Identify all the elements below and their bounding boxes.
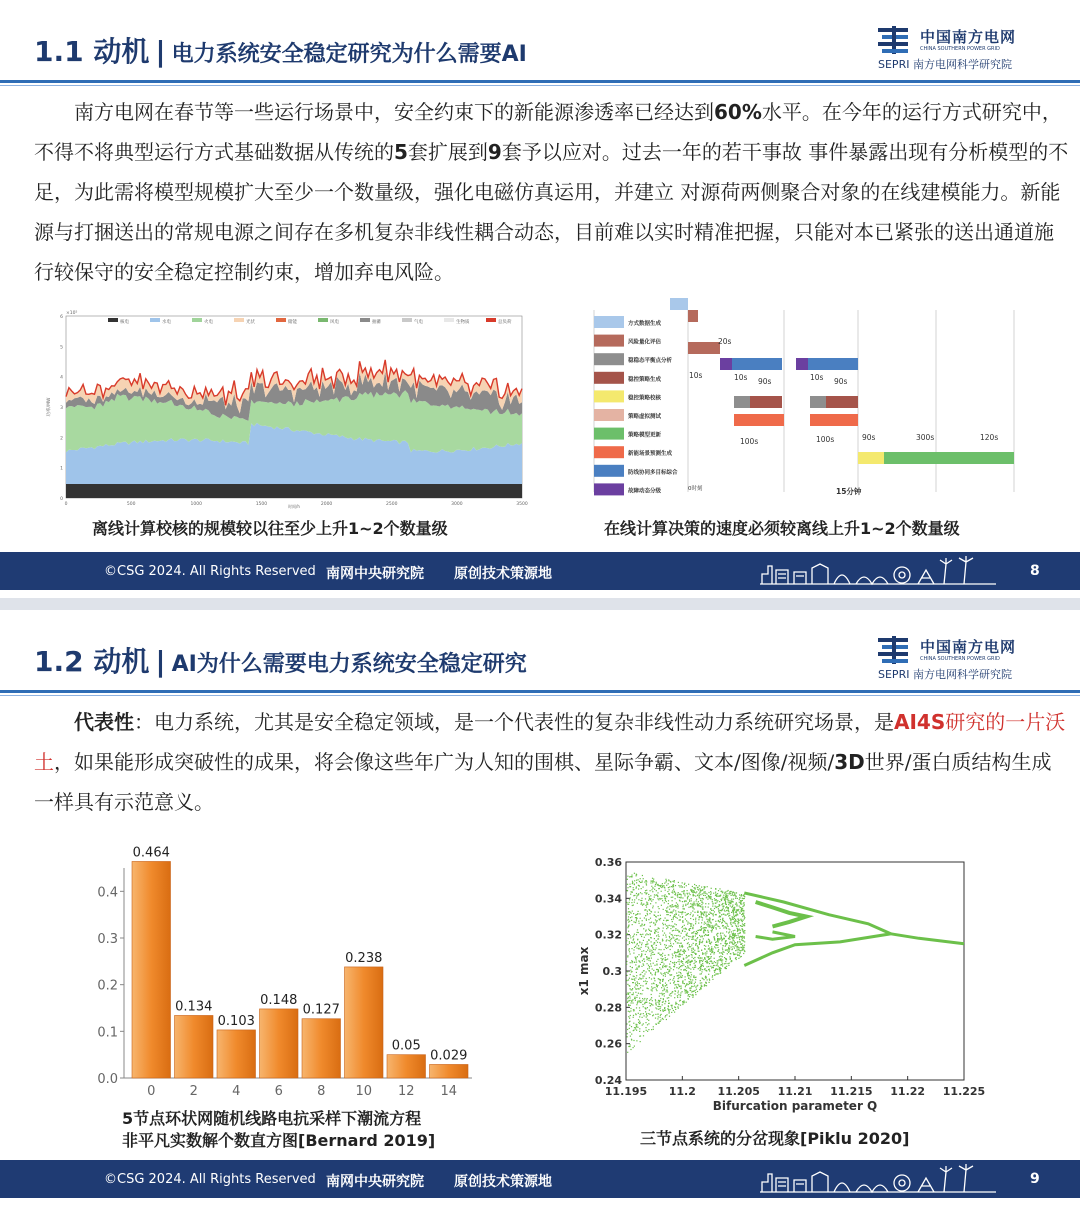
logo-sepri: SEPRI 南方电网科学研究院	[878, 58, 1012, 71]
gantt-bar	[858, 452, 884, 464]
x-tick-label: 14	[440, 1084, 458, 1099]
gantt-bar	[750, 396, 782, 408]
legend-swatch	[594, 409, 624, 421]
slide-title	[34, 640, 527, 680]
paragraph-segment: 代表性	[74, 710, 134, 734]
online-computation-gantt	[588, 296, 1038, 500]
paragraph-segment: ，如果能形成突破性的成果，将会像这些年广为人知的围棋、星际争霸、文本/图像/视频/	[54, 750, 835, 774]
legend-swatch	[486, 318, 496, 322]
gantt-bar	[884, 452, 1014, 464]
y-tick-label: 4	[60, 375, 63, 381]
bar-value-label: 0.029	[430, 1048, 468, 1064]
legend-label: 抽蓄	[372, 320, 381, 325]
paragraph-segment: 9	[487, 140, 502, 164]
duration-label: 120s	[980, 433, 999, 442]
legend-label: 生物质	[456, 320, 470, 325]
skyline-icon	[760, 556, 1000, 586]
bar	[175, 1015, 214, 1078]
axis-end-label: 15分钟	[836, 487, 862, 496]
gantt-bar	[808, 358, 858, 370]
paragraph-segment: 世界/蛋白质结构生成一样具有示范意义。	[34, 750, 1052, 814]
x-tick-label: 3000	[451, 502, 463, 507]
legend-swatch	[444, 318, 454, 322]
x-tick-label: 6	[274, 1084, 283, 1099]
x-tick-label: 12	[397, 1084, 415, 1099]
left-figure-caption-line1: 5节点环状网随机线路电抗采样下潮流方程	[122, 1109, 422, 1128]
x-axis-label: Bifurcation parameter Q	[712, 1099, 878, 1113]
header-divider-thin	[0, 85, 1080, 86]
paragraph-segment: 研究的一片沃土	[34, 710, 1066, 774]
header-divider	[0, 80, 1080, 83]
duration-label: 90s	[862, 433, 876, 442]
legend-swatch	[594, 316, 624, 328]
legend-swatch	[594, 372, 624, 384]
y-axis-label: 功率/MW	[47, 397, 52, 417]
x-tick-label: 0	[147, 1084, 156, 1099]
slide-title	[34, 30, 527, 70]
title-separator: |	[155, 35, 166, 68]
slide-footer	[0, 1160, 1080, 1198]
slide-9	[0, 610, 1080, 1218]
y-tick-label: 0.36	[594, 856, 622, 869]
title-number: 1.1 动机	[34, 35, 150, 68]
y-tick-label: 0.3	[97, 932, 118, 947]
footer-institute: 南网中央研究院	[326, 566, 424, 582]
y-tick-label: 0.1	[97, 1025, 118, 1041]
nuclear-area	[66, 484, 522, 498]
legend-swatch	[594, 335, 624, 347]
slide-gap	[0, 598, 1080, 610]
bar-value-label: 0.148	[260, 992, 298, 1008]
legend-swatch	[318, 318, 328, 322]
csg-logo-icon	[878, 26, 916, 56]
legend-label: 总负荷	[498, 320, 512, 325]
x-tick-label: 3500	[516, 502, 528, 507]
y-tick-label: 1	[60, 466, 63, 472]
y-tick-label: 0.32	[594, 928, 622, 942]
legend-swatch	[594, 428, 624, 440]
logo-sepri: SEPRI 南方电网科学研究院	[878, 668, 1012, 681]
y-tick-label: 0.2	[97, 978, 118, 994]
legend-label: 火电	[204, 320, 213, 325]
duration-label: 100s	[816, 435, 835, 444]
paragraph-segment: 3D	[834, 750, 865, 774]
bifurcation-chart	[570, 850, 986, 1122]
x-tick-label: 11.195	[604, 1085, 648, 1098]
gantt-bar	[810, 414, 858, 426]
left-figure-caption: 离线计算校核的规模较以往至少上升1~2个数量级	[92, 519, 448, 538]
y-tick-label: 0.24	[594, 1074, 622, 1087]
bar	[217, 1030, 256, 1078]
legend-swatch	[234, 318, 244, 322]
y-tick-label: 0.26	[594, 1037, 622, 1051]
legend-label: 水电	[162, 320, 171, 325]
slide-8	[0, 0, 1080, 598]
y-tick-label: 5	[60, 345, 63, 351]
csg-logo	[878, 634, 1038, 682]
y-tick-label: 0.3	[602, 965, 622, 978]
x-tick-label: 0	[64, 502, 68, 507]
page-number: 8	[1030, 563, 1040, 579]
bar	[430, 1064, 469, 1078]
left-figure-caption-line2: 非平凡实数解个数直方图[Bernard 2019]	[122, 1131, 436, 1150]
paragraph-segment: 60%	[714, 100, 762, 124]
gantt-bar	[734, 414, 784, 426]
footer-slogan: 原创技术策源地	[454, 566, 552, 582]
slide-footer	[0, 552, 1080, 590]
gantt-bar	[688, 342, 720, 354]
x-tick-label: 11.22	[890, 1085, 926, 1098]
footer-institute: 南网中央研究院	[326, 1174, 424, 1190]
gantt-bar	[826, 396, 858, 408]
bar-value-label: 0.103	[217, 1013, 255, 1029]
y-tick-label: 0.0	[97, 1072, 118, 1087]
legend-swatch	[360, 318, 370, 322]
duration-label: 20s	[718, 337, 732, 346]
x-axis-label: 时间/h	[288, 504, 300, 509]
x-tick-label: 11.21	[777, 1085, 813, 1098]
duration-label: 300s	[916, 433, 935, 442]
x-tick-label: 4	[232, 1084, 241, 1099]
x-tick-label: 2000	[320, 502, 333, 507]
paragraph-segment: 套扩展到	[407, 140, 488, 164]
duration-label: 10s	[689, 371, 703, 380]
y-axis-label: x1 max	[577, 946, 591, 996]
legend-swatch	[594, 465, 624, 477]
x-tick-label: 2	[189, 1084, 198, 1099]
duration-label: 10s	[810, 373, 824, 382]
plot-frame	[626, 862, 964, 1080]
bar	[345, 967, 384, 1078]
footer-copyright: ©CSG 2024. All Rights Reserved	[104, 1172, 316, 1187]
legend-label: 风电	[330, 320, 339, 325]
footer-slogan: 原创技术策源地	[454, 1174, 552, 1190]
x-tick-label: 1500	[255, 502, 268, 507]
legend-swatch	[150, 318, 160, 322]
legend-label: 新能场景预测生成	[628, 451, 673, 458]
right-figure-caption: 在线计算决策的速度必须较离线上升1~2个数量级	[604, 519, 960, 538]
bar	[387, 1055, 426, 1078]
legend-label: 防线协同多目标综合	[628, 469, 678, 476]
header-divider	[0, 690, 1080, 693]
legend-label: 核电	[120, 320, 129, 325]
gantt-bar	[810, 396, 826, 408]
title-subtitle: AI为什么需要电力系统安全稳定研究	[171, 652, 527, 677]
legend-label: 稳控策略生成	[628, 376, 662, 383]
csg-logo	[878, 24, 1038, 72]
legend-label: 方式数据生成	[628, 321, 662, 327]
bar-value-label: 0.127	[302, 1002, 340, 1018]
y-tick-label: 0	[60, 497, 63, 502]
bar-value-label: 0.238	[345, 950, 383, 966]
legend-swatch	[192, 318, 202, 322]
gantt-bar	[732, 358, 782, 370]
y-tick-label: 0.34	[594, 892, 622, 906]
legend-label: 储能	[288, 320, 297, 325]
duration-label: 100s	[740, 437, 759, 446]
title-subtitle: 电力系统安全稳定研究为什么需要AI	[171, 42, 527, 67]
x-tick-label: 8	[317, 1084, 326, 1099]
logo-name-cn: 中国南方电网	[920, 638, 1017, 656]
bar-value-label: 0.464	[132, 845, 170, 861]
paragraph-segment: AI4S	[894, 710, 946, 734]
body-paragraph	[34, 92, 1070, 292]
legend-label: 稳控策略校核	[628, 395, 662, 402]
x-tick-label: 2500	[385, 502, 398, 507]
gantt-bar	[670, 298, 688, 310]
legend-label: 风险量化评估	[628, 339, 662, 346]
gantt-bar	[796, 358, 808, 370]
generation-timeseries-chart	[38, 304, 532, 508]
legend-label: 策略虚拟测试	[628, 414, 662, 420]
y-tick-label: 0.4	[97, 885, 118, 901]
logo-name-cn: 中国南方电网	[920, 28, 1017, 46]
axis-start-label: 0时刻	[688, 486, 703, 492]
x-tick-label: 11.215	[830, 1085, 873, 1098]
gantt-bar	[720, 358, 732, 370]
legend-label: 稳稳态平衡点分析	[628, 358, 673, 365]
legend-swatch	[276, 318, 286, 322]
y-tick-label: 0.28	[594, 1001, 622, 1015]
paragraph-segment: 套予以应对。过去一年的若干事故 事件暴露出现有分析模型的不足，为此需将模型规模扩大至少一个数量级，强化电磁仿真运用，并建立 对源荷两侧聚合对象的在线建模能力。新能源与打捆送出的常规电源之间存在多机复杂非线性耦合动态，目前难以实时精准把握，只能对本已紧张的送出通道施行较保守的安全稳定控制约束，增加弃电风险。	[34, 140, 1069, 284]
title-separator: |	[155, 645, 166, 678]
logo-name-en: CHINA SOUTHERN POWER GRID	[920, 46, 1000, 52]
paragraph-segment: 水平。在今年的运行方式研究中，不得不将典型运行方式基础数据从传统的	[34, 100, 1062, 164]
x-tick-label: 11.205	[717, 1085, 760, 1098]
legend-swatch	[594, 390, 624, 402]
y-tick-label: 2	[60, 436, 63, 442]
duration-label: 10s	[734, 373, 748, 382]
legend-swatch	[594, 446, 624, 458]
y-tick-label: 3	[60, 406, 63, 411]
legend-label: 策略模型更新	[628, 432, 662, 439]
duration-label: 90s	[758, 377, 772, 386]
skyline-icon	[760, 1164, 1000, 1194]
gantt-bar	[688, 310, 698, 322]
paragraph-segment: 5	[394, 140, 408, 164]
legend-swatch	[594, 353, 624, 365]
x-tick-label: 10	[355, 1084, 373, 1099]
page-number: 9	[1030, 1171, 1040, 1187]
x-tick-label: 11.2	[668, 1085, 696, 1098]
duration-label: 90s	[834, 377, 848, 386]
title-number: 1.2 动机	[34, 645, 150, 678]
legend-label: 故障动态分级	[628, 488, 662, 495]
paragraph-segment: ：电力系统，尤其是安全稳定领域，是一个代表性的复杂非线性动力系统研究场景，是	[134, 710, 894, 734]
right-figure-caption: 三节点系统的分岔现象[Piklu 2020]	[640, 1129, 910, 1148]
footer-copyright: ©CSG 2024. All Rights Reserved	[104, 564, 316, 579]
real-solutions-histogram	[80, 844, 480, 1104]
body-paragraph	[34, 702, 1070, 822]
bar-value-label: 0.05	[391, 1038, 421, 1054]
legend-label: 光伏	[246, 320, 255, 325]
header-divider-thin	[0, 695, 1080, 696]
bar	[302, 1019, 341, 1078]
gantt-bar	[734, 396, 750, 408]
csg-logo-icon	[878, 636, 916, 666]
y-tick-label: 6	[60, 315, 63, 320]
y-exponent: ×10⁵	[66, 311, 78, 316]
x-tick-label: 11.225	[942, 1085, 986, 1098]
bar	[132, 861, 171, 1078]
legend-swatch	[108, 318, 118, 322]
legend-swatch	[402, 318, 412, 322]
logo-name-en: CHINA SOUTHERN POWER GRID	[920, 656, 1000, 662]
legend-label: 气电	[414, 320, 423, 325]
legend-swatch	[594, 483, 624, 495]
paragraph-segment: 南方电网在春节等一些运行场景中，安全约束下的新能源渗透率已经达到	[74, 100, 714, 124]
bar	[260, 1009, 299, 1078]
bar-value-label: 0.134	[175, 999, 213, 1015]
x-tick-label: 500	[126, 502, 136, 507]
x-tick-label: 1000	[190, 502, 203, 507]
